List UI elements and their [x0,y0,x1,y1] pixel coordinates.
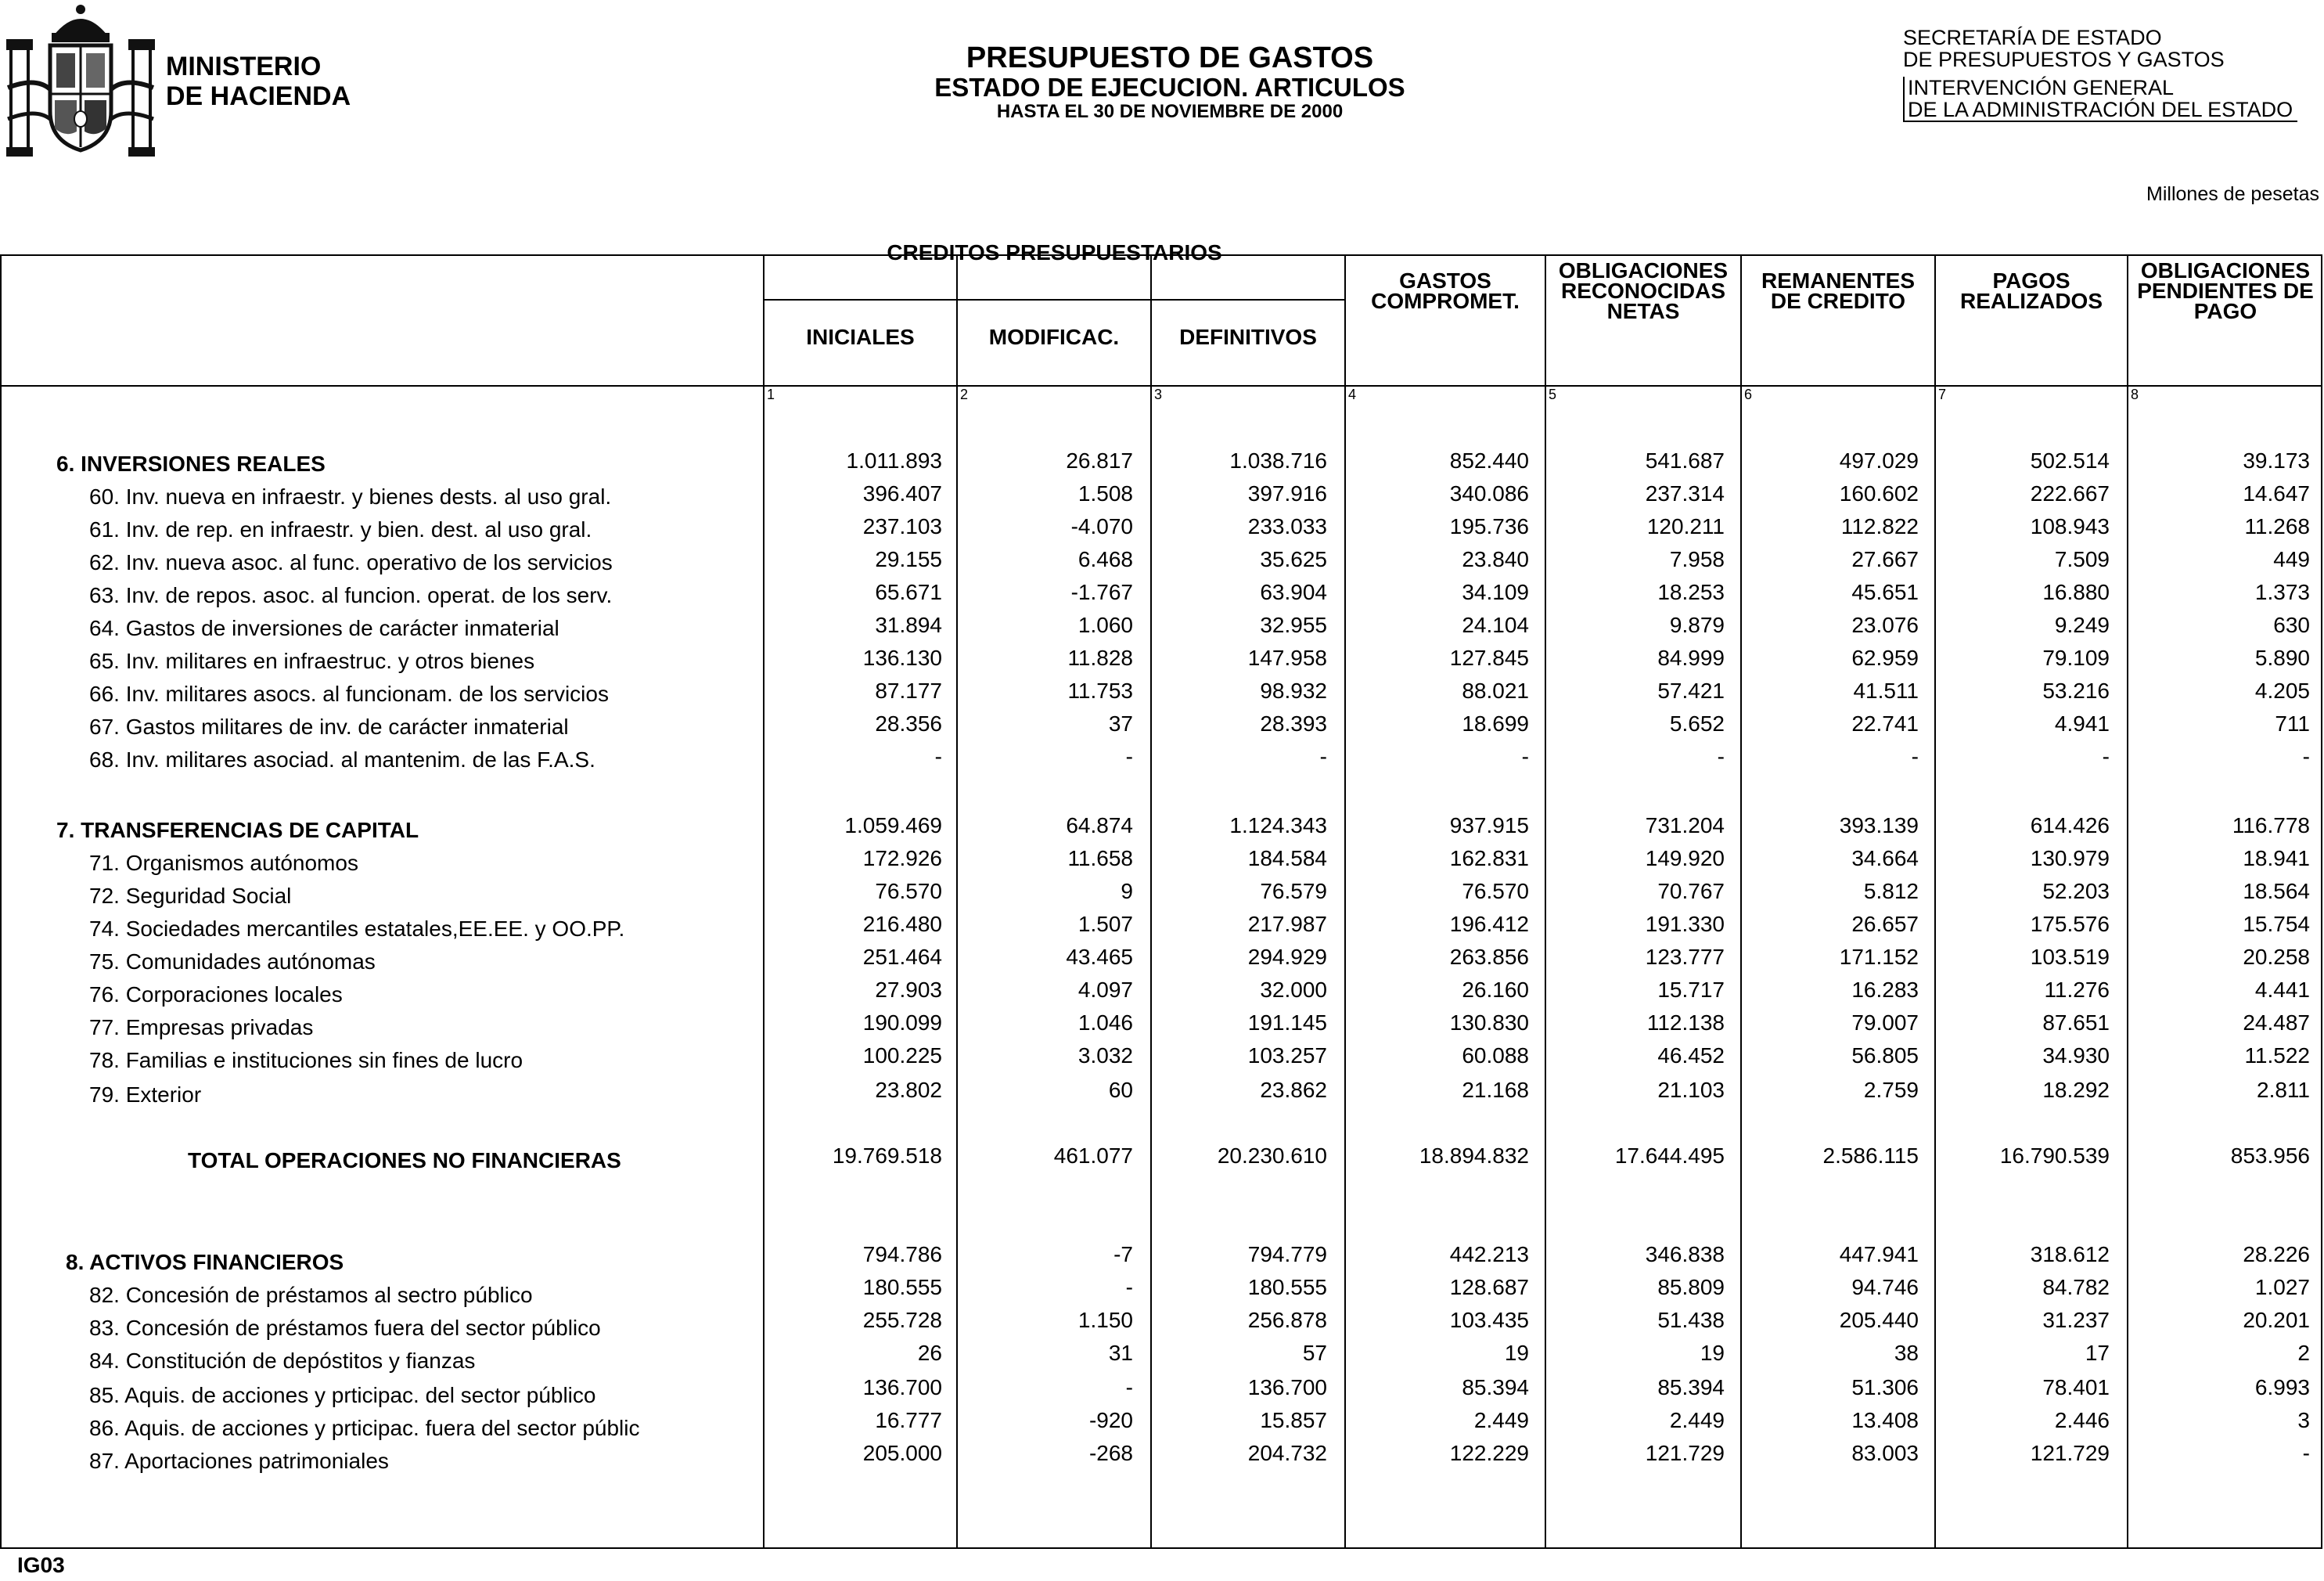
cell-modificac: 64.874 [1066,813,1133,837]
cell-pagos-realizados: 11.276 [2044,978,2110,1002]
row-label: 75. Comunidades autónomas [89,949,376,974]
cell-obligaciones-reconocidas: 541.687 [1645,448,1725,473]
cell-gastos-comprometidos: 103.435 [1449,1308,1529,1332]
cell-gastos-comprometidos: 130.830 [1449,1010,1529,1035]
cell-pagos-realizados: 7.509 [2054,547,2110,571]
cell-obligaciones-reconocidas: 46.452 [1657,1043,1725,1068]
row-label: 7. TRANSFERENCIAS DE CAPITAL [56,818,419,842]
cell-remanentes: 16.283 [1851,978,1919,1002]
row-label: 61. Inv. de rep. en infraestr. y bien. dest. al uso gral. [89,517,592,542]
cell-pagos-realizados: 84.782 [2042,1275,2110,1299]
cell-modificac: 6.468 [1077,547,1133,571]
cell-pagos-realizados: 130.979 [2030,846,2110,870]
cell-obligaciones-pendientes: 20.201 [2243,1308,2310,1332]
cell-obligaciones-pendientes: 28.226 [2243,1242,2310,1266]
row-label: 82. Concesión de préstamos al sectro público [89,1283,533,1307]
cell-pagos-realizados: 2.446 [2054,1408,2110,1432]
cell-obligaciones-reconocidas: 191.330 [1645,912,1725,936]
form-code: IG03 [17,1553,65,1577]
intervencion-line-2: DE LA ADMINISTRACIÓN DEL ESTADO [1908,98,2293,121]
row-label: 8. ACTIVOS FINANCIEROS [66,1250,344,1274]
cell-iniciales: 31.894 [875,613,942,637]
cell-obligaciones-reconocidas: 9.879 [1669,613,1725,637]
header-creditos-presupuestarios: CREDITOS PRESUPUESTARIOS [887,240,1222,265]
cell-gastos-comprometidos: 23.840 [1462,547,1529,571]
cell-gastos-comprometidos: 76.570 [1462,879,1529,903]
cell-obligaciones-reconocidas: 112.138 [1646,1010,1725,1035]
cell-obligaciones-pendientes: 2 [2297,1341,2310,1365]
cell-modificac: 461.077 [1053,1143,1133,1168]
report-title-block [782,42,1557,123]
column-number: 2 [960,387,969,402]
cell-obligaciones-reconocidas: 85.809 [1657,1275,1725,1299]
cell-iniciales: 16.777 [875,1408,942,1432]
cell-iniciales: 26 [917,1341,942,1365]
cell-obligaciones-pendientes: 116.778 [2232,813,2310,837]
header-gastos-line-1: GASTOS [1399,268,1491,293]
cell-pagos-realizados: 16.790.539 [1999,1143,2110,1168]
cell-remanentes: 497.029 [1839,448,1919,473]
row-label: 74. Sociedades mercantiles estatales,EE.EE. y OO.PP. [89,917,625,941]
cell-gastos-comprometidos: 34.109 [1462,580,1529,604]
cell-remanentes: 23.076 [1851,613,1919,637]
row-label: 66. Inv. militares asocs. al funcionam. de los servicios [89,682,609,706]
cell-remanentes: 83.003 [1851,1441,1919,1465]
cell-iniciales: 794.786 [862,1242,942,1266]
cell-pagos-realizados: 16.880 [2042,580,2110,604]
cell-definitivos: 256.878 [1247,1308,1327,1332]
column-number: 5 [1549,387,1557,402]
cell-pagos-realizados: - [2102,744,2110,769]
cell-iniciales: 87.177 [875,679,942,703]
cell-obligaciones-reconocidas: 731.204 [1645,813,1725,837]
cell-modificac: -920 [1088,1408,1133,1432]
cell-definitivos: 147.958 [1247,646,1327,670]
cell-pagos-realizados: 53.216 [2042,679,2110,703]
cell-gastos-comprometidos: 127.845 [1449,646,1529,670]
cell-definitivos: 63.904 [1260,580,1327,604]
cell-remanentes: 393.139 [1839,813,1919,837]
cell-obligaciones-pendientes: 39.173 [2243,448,2310,473]
cell-remanentes: 38 [1894,1341,1919,1365]
cell-iniciales: 19.769.518 [832,1143,942,1168]
row-label: 83. Concesión de préstamos fuera del sector público [89,1316,601,1340]
cell-modificac: 1.046 [1077,1010,1133,1035]
cell-modificac: 11.828 [1067,646,1133,670]
header-pagos-line-1: PAGOS [1992,268,2070,293]
cell-gastos-comprometidos: 26.160 [1462,978,1529,1002]
cell-pagos-realizados: 108.943 [2030,514,2110,538]
cell-definitivos: 35.625 [1260,547,1327,571]
cell-iniciales: 1.011.893 [846,448,942,473]
cell-modificac: 26.817 [1066,448,1133,473]
cell-obligaciones-pendientes: 711 [2275,711,2310,736]
secretaria-block [1903,27,2225,70]
cell-remanentes: 45.651 [1851,580,1919,604]
row-label: 68. Inv. militares asociad. al mantenim. de las F.A.S. [89,747,595,772]
cell-obligaciones-pendientes: 6.993 [2254,1375,2310,1399]
cell-definitivos: 28.393 [1260,711,1327,736]
cell-remanentes: 34.664 [1851,846,1919,870]
row-label: 64. Gastos de inversiones de carácter inmaterial [89,616,559,640]
cell-remanentes: 62.959 [1851,646,1919,670]
header-pagos-realizados [1936,268,2127,313]
cell-gastos-comprometidos: 60.088 [1462,1043,1529,1068]
header-remanentes [1742,268,1934,313]
header-obligaciones-pendientes [2128,258,2322,323]
cell-modificac: 3.032 [1077,1043,1133,1068]
cell-definitivos: 15.857 [1260,1408,1327,1432]
cell-definitivos: 20.230.610 [1217,1143,1327,1168]
cell-gastos-comprometidos: 2.449 [1473,1408,1529,1432]
header-definitivos: DEFINITIVOS [1179,325,1317,349]
cell-remanentes: 22.741 [1851,711,1919,736]
header-modificac: MODIFICAC. [988,325,1120,349]
cell-pagos-realizados: 9.249 [2054,613,2110,637]
header-oblig-pend-line-1: OBLIGACIONES [2140,258,2311,283]
cell-iniciales: 205.000 [862,1441,942,1465]
cell-obligaciones-pendientes: 15.754 [2243,912,2310,936]
cell-gastos-comprometidos: 88.021 [1462,679,1529,703]
header-remanentes-line-1: REMANENTES [1761,268,1915,293]
cell-pagos-realizados: 52.203 [2042,879,2110,903]
report-date: HASTA EL 30 DE NOVIEMBRE DE 2000 [996,101,1344,122]
cell-gastos-comprometidos: 263.856 [1449,945,1529,969]
cell-gastos-comprometidos: 21.168 [1462,1078,1529,1102]
cell-gastos-comprometidos: 122.229 [1449,1441,1529,1465]
header-oblig-pend-line-3: PAGO [2193,299,2257,323]
cell-pagos-realizados: 175.576 [2030,912,2110,936]
cell-modificac: -7 [1113,1242,1133,1266]
cell-definitivos: 191.145 [1247,1010,1327,1035]
cell-gastos-comprometidos: 340.086 [1449,481,1529,506]
cell-gastos-comprometidos: 85.394 [1462,1375,1529,1399]
cell-modificac: 11.753 [1067,679,1133,703]
cell-iniciales: 172.926 [862,846,942,870]
cell-remanentes: 56.805 [1851,1043,1919,1068]
cell-obligaciones-reconocidas: 19 [1700,1341,1725,1365]
cell-obligaciones-reconocidas: 121.729 [1645,1441,1725,1465]
cell-pagos-realizados: 87.651 [2042,1010,2110,1035]
header-gastos-comprometidos [1346,268,1545,313]
cell-gastos-comprometidos: 19 [1504,1341,1529,1365]
cell-remanentes: 2.759 [1863,1078,1919,1102]
cell-pagos-realizados: 17 [2085,1341,2110,1365]
cell-modificac: 37 [1108,711,1133,736]
cell-obligaciones-pendientes: 4.441 [2254,978,2310,1002]
cell-obligaciones-pendientes: 18.564 [2243,879,2310,903]
cell-iniciales: 65.671 [875,580,942,604]
cell-obligaciones-reconocidas: 18.253 [1657,580,1725,604]
ministry-name [166,52,351,111]
cell-definitivos: 217.987 [1247,912,1327,936]
cell-iniciales: 136.130 [862,646,942,670]
cell-definitivos: 180.555 [1247,1275,1327,1299]
cell-iniciales: 1.059.469 [844,813,942,837]
cell-modificac: 43.465 [1066,945,1133,969]
cell-definitivos: 233.033 [1247,514,1327,538]
cell-obligaciones-reconocidas: 2.449 [1669,1408,1725,1432]
cell-iniciales: 237.103 [862,514,942,538]
cell-definitivos: 57 [1302,1341,1327,1365]
column-number: 3 [1154,387,1163,402]
cell-iniciales: 136.700 [862,1375,942,1399]
cell-remanentes: 27.667 [1851,547,1919,571]
cell-pagos-realizados: 78.401 [2042,1375,2110,1399]
cell-obligaciones-pendientes: 4.205 [2254,679,2310,703]
cell-modificac: 1.060 [1077,613,1133,637]
column-number: 8 [2131,387,2139,402]
cell-obligaciones-pendientes: 1.027 [2254,1275,2310,1299]
cell-definitivos: 23.862 [1260,1078,1327,1102]
cell-obligaciones-reconocidas: 237.314 [1645,481,1725,506]
cell-obligaciones-pendientes: 630 [2273,613,2310,637]
cell-obligaciones-pendientes: 3 [2297,1408,2310,1432]
secretaria-line-2: DE PRESUPUESTOS Y GASTOS [1903,48,2225,71]
cell-modificac: - [1125,744,1133,769]
cell-obligaciones-reconocidas: 346.838 [1645,1242,1725,1266]
secretaria-line-1: SECRETARÍA DE ESTADO [1903,26,2162,49]
cell-remanentes: 112.822 [1840,514,1919,538]
cell-remanentes: 94.746 [1851,1275,1919,1299]
cell-modificac: - [1125,1375,1133,1399]
cell-remanentes: 171.152 [1839,945,1919,969]
row-label: 63. Inv. de repos. asoc. al funcion. operat. de los serv. [89,583,613,607]
cell-modificac: - [1125,1275,1133,1299]
cell-gastos-comprometidos: - [1521,744,1529,769]
cell-pagos-realizados: 79.109 [2042,646,2110,670]
cell-pagos-realizados: 614.426 [2030,813,2110,837]
row-label: 62. Inv. nueva asoc. al func. operativo de los servicios [89,550,613,574]
row-label: 85. Aquis. de acciones y prticipac. del sector público [89,1383,596,1407]
cell-pagos-realizados: 121.729 [2030,1441,2110,1465]
cell-definitivos: 184.584 [1247,846,1327,870]
cell-iniciales: 251.464 [862,945,942,969]
row-label: 67. Gastos militares de inv. de carácter inmaterial [89,715,569,739]
cell-obligaciones-pendientes: 11.268 [2244,514,2310,538]
cell-iniciales: 28.356 [875,711,942,736]
cell-definitivos: 98.932 [1260,679,1327,703]
cell-remanentes: 160.602 [1839,481,1919,506]
header-oblig-rec-line-2: RECONOCIDAS [1560,279,1725,303]
cell-obligaciones-reconocidas: 7.958 [1669,547,1725,571]
cell-definitivos: 397.916 [1247,481,1327,506]
column-divider [956,254,958,1549]
cell-modificac: -4.070 [1070,514,1133,538]
cell-remanentes: - [1911,744,1919,769]
cell-definitivos: 32.955 [1260,613,1327,637]
row-label: 87. Aportaciones patrimoniales [89,1449,389,1473]
cell-gastos-comprometidos: 195.736 [1449,514,1529,538]
cell-gastos-comprometidos: 162.831 [1449,846,1529,870]
cell-modificac: 60 [1108,1078,1133,1102]
header-remanentes-line-2: DE CREDITO [1770,289,1906,313]
row-label: 77. Empresas privadas [89,1015,314,1039]
cell-obligaciones-reconocidas: 51.438 [1657,1308,1725,1332]
column-number: 1 [767,387,775,402]
cell-definitivos: 794.779 [1247,1242,1327,1266]
row-label: 6. INVERSIONES REALES [56,452,326,476]
cell-obligaciones-reconocidas: - [1717,744,1725,769]
cell-obligaciones-pendientes: - [2302,744,2310,769]
cell-definitivos: 294.929 [1247,945,1327,969]
cell-gastos-comprometidos: 18.894.832 [1419,1143,1529,1168]
cell-obligaciones-reconocidas: 84.999 [1657,646,1725,670]
header-gastos-line-2: COMPROMET. [1371,289,1520,313]
cell-gastos-comprometidos: 196.412 [1449,912,1529,936]
header-obligaciones-reconocidas [1546,258,1740,323]
column-number: 4 [1348,387,1357,402]
cell-modificac: 9 [1121,879,1133,903]
units-label: Millones de pesetas [2146,183,2319,205]
row-label: 65. Inv. militares en infraestruc. y otros bienes [89,649,535,673]
coat-of-arms-logo [5,2,156,158]
cell-pagos-realizados: 502.514 [2030,448,2110,473]
cell-obligaciones-reconocidas: 15.717 [1657,978,1725,1002]
cell-pagos-realizados: 18.292 [2042,1078,2110,1102]
cell-modificac: 1.507 [1077,912,1133,936]
cell-iniciales: 180.555 [862,1275,942,1299]
column-number: 7 [1938,387,1947,402]
row-label: 72. Seguridad Social [89,884,292,908]
cell-definitivos: 136.700 [1247,1375,1327,1399]
row-label: 86. Aquis. de acciones y prticipac. fuera del sector públic [89,1416,640,1440]
cell-gastos-comprometidos: 128.687 [1449,1275,1529,1299]
cell-remanentes: 79.007 [1851,1010,1919,1035]
cell-remanentes: 5.812 [1863,879,1919,903]
cell-remanentes: 2.586.115 [1822,1143,1919,1168]
cell-remanentes: 447.941 [1839,1242,1919,1266]
header-oblig-rec-line-1: OBLIGACIONES [1558,258,1729,283]
cell-obligaciones-reconocidas: 17.644.495 [1614,1143,1725,1168]
cell-obligaciones-pendientes: 18.941 [2243,846,2310,870]
cell-obligaciones-reconocidas: 57.421 [1657,679,1725,703]
cell-iniciales: 76.570 [875,879,942,903]
report-subtitle: ESTADO DE EJECUCION. ARTICULOS [934,73,1405,102]
cell-remanentes: 13.408 [1851,1408,1919,1432]
cell-pagos-realizados: 31.237 [2042,1308,2110,1332]
cell-obligaciones-pendientes: 24.487 [2243,1010,2310,1035]
cell-iniciales: 29.155 [875,547,942,571]
cell-gastos-comprometidos: 937.915 [1449,813,1529,837]
ministry-line-2: DE HACIENDA [166,81,351,111]
row-label: 60. Inv. nueva en infraestr. y bienes dests. al uso gral. [89,484,612,509]
row-label: 79. Exterior [89,1082,202,1107]
cell-modificac: 4.097 [1077,978,1133,1002]
cell-iniciales: 27.903 [875,978,942,1002]
cell-obligaciones-reconocidas: 120.211 [1646,514,1725,538]
cell-definitivos: 103.257 [1247,1043,1327,1068]
ministry-line-1: MINISTERIO [166,52,322,81]
cell-obligaciones-reconocidas: 85.394 [1657,1375,1725,1399]
cell-modificac: 1.508 [1077,481,1133,506]
cell-gastos-comprometidos: 18.699 [1462,711,1529,736]
header-pagos-line-2: REALIZADOS [1960,289,2103,313]
cell-modificac: -1.767 [1070,580,1133,604]
cell-iniciales: 100.225 [862,1043,942,1068]
cell-definitivos: 1.124.343 [1229,813,1327,837]
row-label: 71. Organismos autónomos [89,851,358,875]
cell-obligaciones-pendientes: 14.647 [2243,481,2310,506]
report-title: PRESUPUESTO DE GASTOS [966,41,1374,74]
cell-obligaciones-pendientes: 20.258 [2243,945,2310,969]
cell-gastos-comprometidos: 442.213 [1449,1242,1529,1266]
cell-modificac: 1.150 [1077,1308,1133,1332]
cell-pagos-realizados: 222.667 [2030,481,2110,506]
row-label: TOTAL OPERACIONES NO FINANCIERAS [188,1148,621,1172]
cell-pagos-realizados: 103.519 [2030,945,2110,969]
row-label: 84. Constitución de depóstitos y fianzas [89,1349,476,1373]
cell-modificac: 11.658 [1067,846,1133,870]
intervencion-block [1903,77,2297,122]
cell-pagos-realizados: 34.930 [2042,1043,2110,1068]
cell-obligaciones-reconocidas: 5.652 [1669,711,1725,736]
cell-obligaciones-reconocidas: 70.767 [1657,879,1725,903]
cell-definitivos: 76.579 [1260,879,1327,903]
cell-obligaciones-pendientes: 449 [2273,547,2310,571]
cell-definitivos: 204.732 [1247,1441,1327,1465]
cell-iniciales: 23.802 [875,1078,942,1102]
cell-iniciales: 396.407 [862,481,942,506]
header-oblig-pend-line-2: PENDIENTES DE [2137,279,2314,303]
column-number: 6 [1744,387,1753,402]
header-iniciales: INICIALES [806,325,915,349]
row-label: 76. Corporaciones locales [89,982,343,1007]
cell-pagos-realizados: 318.612 [2030,1242,2110,1266]
cell-definitivos: 1.038.716 [1229,448,1327,473]
cell-obligaciones-pendientes: - [2302,1441,2310,1465]
cell-remanentes: 51.306 [1851,1375,1919,1399]
cell-iniciales: 216.480 [862,912,942,936]
header-group-divider [763,299,1346,301]
cell-iniciales: 190.099 [862,1010,942,1035]
cell-remanentes: 41.511 [1853,679,1919,703]
cell-definitivos: - [1319,744,1327,769]
cell-pagos-realizados: 4.941 [2054,711,2110,736]
cell-remanentes: 26.657 [1851,912,1919,936]
cell-obligaciones-pendientes: 5.890 [2254,646,2310,670]
cell-obligaciones-pendientes: 11.522 [2244,1043,2310,1068]
cell-remanentes: 205.440 [1839,1308,1919,1332]
intervencion-line-1: INTERVENCIÓN GENERAL [1908,76,2175,99]
cell-obligaciones-pendientes: 853.956 [2230,1143,2310,1168]
row-label: 78. Familias e instituciones sin fines de lucro [89,1048,523,1072]
header-oblig-rec-line-3: NETAS [1606,299,1680,323]
cell-iniciales: - [934,744,942,769]
cell-obligaciones-reconocidas: 123.777 [1645,945,1725,969]
cell-obligaciones-pendientes: 2.811 [2257,1078,2310,1102]
cell-obligaciones-reconocidas: 21.103 [1657,1078,1725,1102]
cell-obligaciones-pendientes: 1.373 [2254,580,2310,604]
cell-gastos-comprometidos: 24.104 [1462,613,1529,637]
cell-modificac: 31 [1108,1341,1133,1365]
cell-obligaciones-reconocidas: 149.920 [1645,846,1725,870]
cell-modificac: -268 [1088,1441,1133,1465]
cell-iniciales: 255.728 [862,1308,942,1332]
cell-gastos-comprometidos: 852.440 [1449,448,1529,473]
cell-definitivos: 32.000 [1260,978,1327,1002]
